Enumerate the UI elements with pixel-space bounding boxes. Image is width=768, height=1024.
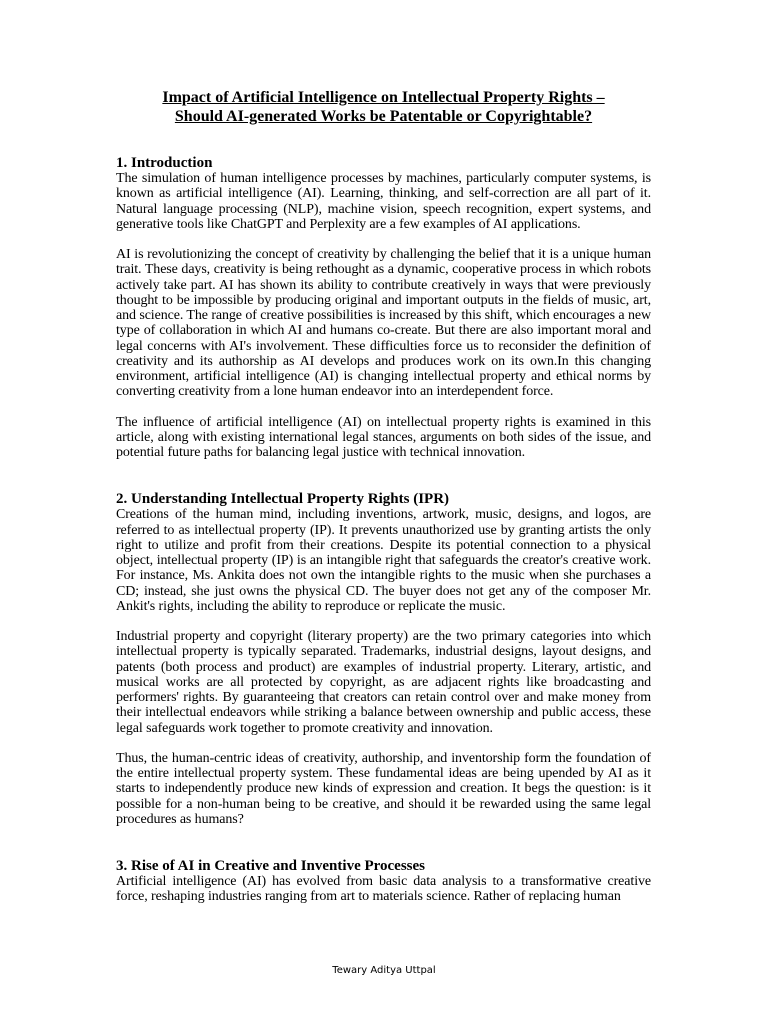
paragraph: The influence of artificial intelligence (AI) on intellectual property rights is examined in this article, along with existing international legal stances, arguments on both sides of the issue, and potential future paths for balancing legal justice with technical innovation.	[116, 414, 651, 460]
page-footer-author: Tewary Aditya Uttpal	[332, 965, 436, 976]
paragraph: AI is revolutionizing the concept of creativity by challenging the belief that it is a unique human trait. These days, creativity is being rethought as a dynamic, cooperative process in which robots actively take part. AI has shown its ability to contribute creatively in ways that were previously thought to be impossible by producing original and important outputs in the fields of music, art, and science. The range of creative possibilities is increased by this shift, which encourages a new type of collaboration in which AI and humans co-create. But there are also important moral and legal concerns with AI's involvement. These difficulties force us to reconsider the definition of creativity and its authorship as AI develops and produces work on its own.In this changing environment, artificial intelligence (AI) is changing intellectual property and ethical norms by converting creativity from a lone human endeavor into an interdependent force.	[116, 247, 651, 400]
paragraph: Creations of the human mind, including inventions, artwork, music, designs, and logos, are referred to as intellectual property (IP). It prevents unauthorized use by granting artists the only right to utilize and profit from their creations. Despite its potential connection to a physical object, intellectual property (IP) is an intangible right that safeguards the creator's creative work. For instance, Ms. Ankita does not own the intangible rights to the music when she purchases a CD; instead, she just owns the physical CD. The buyer does not get any of the composer Mr. Ankit's rights, including the ability to reproduce or replicate the music.	[116, 507, 651, 614]
title-line-1: Impact of Artificial Intelligence on Intellectual Property Rights –	[162, 89, 605, 106]
document-page	[116, 88, 651, 905]
paragraph: Artificial intelligence (AI) has evolved from basic data analysis to a transformative creative force, reshaping industries ranging from art to materials science. Rather of replacing human	[116, 874, 651, 905]
paragraph: Thus, the human-centric ideas of creativity, authorship, and inventorship form the foundation of the entire intellectual property system. These fundamental ideas are being upended by AI as it starts to independently produce new kinds of expression and creation. It begs the question: is it possible for a non-human being to be creative, and should it be rewarded using the same legal procedures as humans?	[116, 750, 651, 827]
section-heading-ipr: 2. Understanding Intellectual Property Rights (IPR)	[116, 491, 450, 508]
paragraph: Industrial property and copyright (literary property) are the two primary categories into which intellectual property is typically separated. Trademarks, industrial designs, layout designs, and patents (both process and product) are examples of industrial property. Literary, artistic, and musical works are all protected by copyright, as are adjacent rights like broadcasting and performers' rights. By guaranteeing that creators can retain control over and make money from their intellectual endeavors while striking a balance between ownership and public access, these legal safeguards work together to promote creativity and innovation.	[116, 629, 651, 736]
document-title	[116, 88, 651, 126]
section-heading-introduction: 1. Introduction	[116, 155, 213, 171]
section-heading-rise-of-ai: 3. Rise of AI in Creative and Inventive Processes	[116, 858, 426, 874]
title-line-2: Should AI-generated Works be Patentable or Copyrightable?	[174, 108, 593, 125]
paragraph: The simulation of human intelligence processes by machines, particularly computer systems, is known as artificial intelligence (AI). Learning, thinking, and self-correction are all part of it. Natural language processing (NLP), machine vision, speech recognition, expert systems, and generative tools like ChatGPT and Perplexity are a few examples of AI applications.	[116, 171, 651, 232]
